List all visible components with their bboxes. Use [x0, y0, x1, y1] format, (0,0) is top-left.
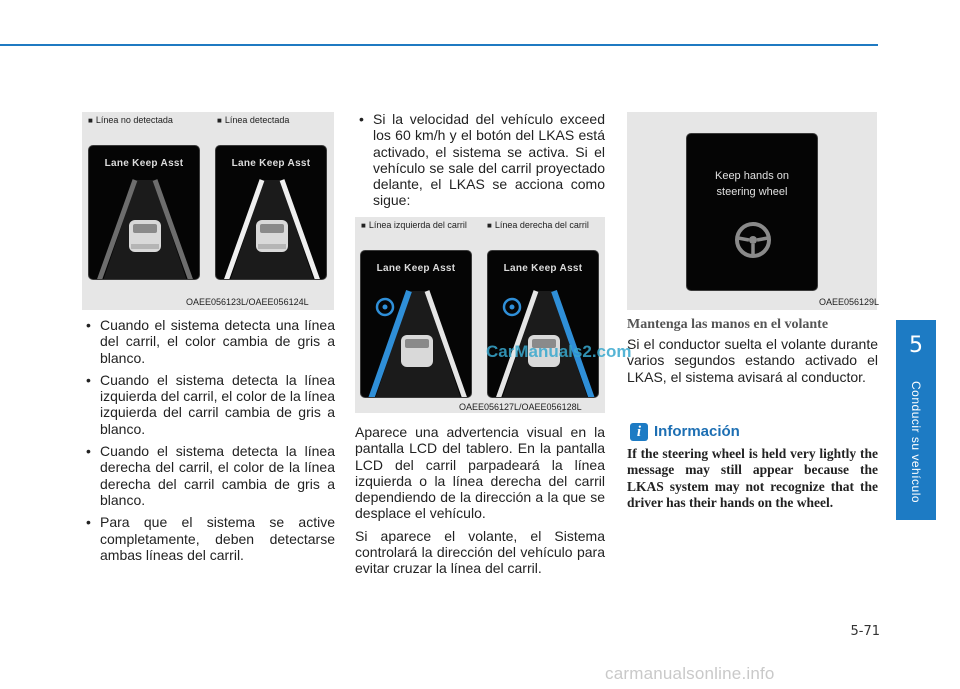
lcd-message-line-2: steering wheel: [716, 186, 788, 198]
lcd-title: Lane Keep Asst: [376, 263, 456, 274]
bullet-item: • Si la velocidad del vehículo exceed los 60 km/h y el botón del LKAS está activado, el sistema se activa. Si el vehículo se sale del carril proyectado delante, el LKAS se acciona como sigue:: [355, 111, 605, 209]
chapter-label: Conducir su vehículo: [909, 380, 923, 504]
steering-wheel-icon: [687, 134, 818, 291]
paragraph: Si aparece el volante, el Sistema controlará la dirección del vehículo para evitar cruzar la línea del carril.: [355, 527, 605, 577]
column-3-text: [627, 336, 878, 391]
lcd-left-line-warning: [360, 250, 472, 398]
header-rule: [0, 44, 878, 46]
section-heading: Mantenga las manos en el volante: [627, 317, 829, 332]
info-title: Información: [654, 423, 740, 440]
lcd-right-line-warning: [487, 250, 599, 398]
paragraph: Aparece una advertencia visual en la pantalla LCD del tablero. En la pantalla LCD del carril parpadeará la línea izquierda o la línea derecha del carril dependiendo de la dirección a la que se desplace el vehículo.: [355, 424, 605, 522]
caption-line-not-detected: ■ Línea no detectada: [88, 115, 173, 125]
info-body: If the steering wheel is held very lightly the message may still appear because the LKAS system may not recognize that the driver has their hands on the wheel.: [627, 446, 878, 510]
page-number: 5-71: [850, 624, 880, 639]
figure-code: OAEE056123L/OAEE056124L: [186, 297, 309, 307]
lcd-title: Lane Keep Asst: [104, 158, 184, 169]
footer-watermark: carmanualsonline.info: [605, 664, 775, 683]
lane-graphic: [361, 251, 472, 398]
column-1-text: [82, 317, 335, 569]
column-2-text: [355, 424, 605, 583]
figure-code: OAEE056127L/OAEE056128L: [459, 402, 582, 412]
lcd-line-detected: [215, 145, 327, 280]
lcd-hands-on-warning: [686, 133, 818, 291]
caption-line-detected: ■ Línea detectada: [217, 115, 290, 125]
watermark: CarManuals2.com: [486, 342, 632, 361]
figure-code: OAEE056129L: [819, 297, 880, 307]
lcd-line-not-detected: [88, 145, 200, 280]
caption-left-line: ■ Línea izquierda del carril: [361, 220, 467, 230]
column-2-bullet: [355, 111, 605, 215]
lane-graphic: [89, 146, 200, 280]
caption-right-line: ■ Línea derecha del carril: [487, 220, 589, 230]
lcd-message-line-1: Keep hands on: [714, 170, 789, 182]
lane-graphic: [216, 146, 327, 280]
lcd-title: Lane Keep Asst: [231, 158, 311, 169]
lcd-title: Lane Keep Asst: [503, 263, 583, 274]
info-icon: i: [630, 423, 648, 441]
bullet-item: • Cuando el sistema detecta una línea del carril, el color cambia de gris a blanco.: [82, 317, 335, 366]
lane-graphic: [488, 251, 599, 398]
bullet-item: • Para que el sistema se active completamente, deben detectarse ambas líneas del carril.: [82, 514, 335, 563]
bullet-item: • Cuando el sistema detecta la línea derecha del carril, el color de la línea derecha del carril cambia de gris a blanco.: [82, 443, 335, 508]
paragraph: Si el conductor suelta el volante durante varios segundos estando activado el LKAS, el sistema avisará al conductor.: [627, 336, 878, 385]
chapter-number: 5: [909, 333, 923, 358]
bullet-item: • Cuando el sistema detecta la línea izquierda del carril, el color de la línea izquierda del carril cambia de gris a blanco.: [82, 372, 335, 437]
